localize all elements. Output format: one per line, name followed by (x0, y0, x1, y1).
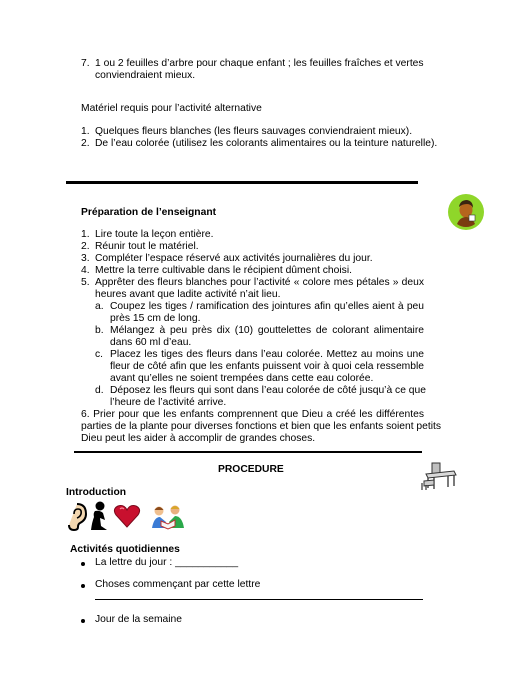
section-divider (74, 451, 422, 453)
list-item-text: 1 ou 2 feuilles d’arbre pour chaque enfant ; les feuilles fraîches et vertes (95, 58, 424, 69)
list-item-text: Réunir tout le matériel. (95, 241, 199, 252)
section-heading: Préparation de l’enseignant (81, 207, 217, 218)
section-divider (66, 181, 418, 184)
list-number: 2. (81, 138, 90, 149)
section-heading: Matériel requis pour l’activité alternative (81, 103, 262, 114)
list-item-text: conviendraient mieux. (95, 70, 196, 81)
bullet (81, 562, 85, 566)
ear-icon (66, 502, 88, 532)
letter-of-day-item: La lettre du jour : ___________ (95, 557, 239, 568)
list-number: 2. (81, 241, 90, 252)
list-number: 1. (81, 126, 90, 137)
list-item-text: De l’eau colorée (utilisez les colorants alimentaires ou la teinture naturelle). (95, 138, 438, 149)
list-item-text: Lire toute la leçon entière. (95, 229, 214, 240)
sub-list-text: dans 60 ml d’eau. (110, 337, 192, 348)
fill-in-line (95, 599, 423, 600)
bullet (81, 619, 85, 623)
sub-list-text: Coupez les tiges / ramification des jointures afin qu’elles aient à peu (110, 301, 424, 312)
list-item-text: Dieu peut les aider à accomplir de grandes choses. (81, 433, 316, 444)
list-item-text: Quelques fleurs blanches (les fleurs sauvages conviendraient mieux). (95, 126, 413, 137)
daily-activities-heading: Activités quotidiennes (70, 544, 180, 555)
sub-list-text: fleur de côté afin que les enfants puissent voir à quoi cela ressemble (110, 361, 424, 372)
praying-person-icon (88, 500, 110, 532)
list-number: 5. (81, 277, 90, 288)
sub-list-text: Placez les tiges des fleurs dans l’eau colorée. Mettez au moins une (110, 349, 424, 360)
list-item-text: 6. Prier pour que les enfants comprennent que Dieu a créé les différentes (81, 409, 424, 420)
sub-list-text: l’heure de l’activité arrive. (110, 397, 227, 408)
children-reading-icon (150, 504, 186, 530)
list-item-text: Apprêter des fleurs blanches pour l’activité « colore mes pétales » deux (95, 277, 424, 288)
sub-list-text: Mélangez à peu près dix (10) gouttelettes de colorant alimentaire (110, 325, 424, 336)
heart-icon (113, 503, 141, 529)
sub-list-label: c. (95, 349, 104, 360)
teacher-icon (447, 193, 485, 231)
list-item-text: parties de la plante pour diverses fonctions et bien que les enfants soient petits (81, 421, 442, 432)
sub-list-text: près 15 cm de long. (110, 313, 201, 324)
sub-list-text: avant qu’elles ne soient trempées dans cette eau colorée. (110, 373, 374, 384)
list-number: 3. (81, 253, 90, 264)
list-number: 7. (81, 58, 90, 69)
day-of-week-item: Jour de la semaine (95, 614, 183, 625)
list-number: 4. (81, 265, 90, 276)
list-number: 1. (81, 229, 90, 240)
list-item-text: Compléter l’espace réservé aux activités journalières du jour. (95, 253, 373, 264)
bullet (81, 584, 85, 588)
sub-list-label: a. (95, 301, 104, 312)
sub-list-label: d. (95, 385, 104, 396)
introduction-heading: Introduction (66, 487, 127, 498)
school-desk-icon (420, 461, 458, 491)
sub-list-text: Déposez les fleurs qui sont dans l’eau colorée de côté jusqu’à ce que (110, 385, 426, 396)
sub-list-label: b. (95, 325, 104, 336)
procedure-title: PROCEDURE (218, 464, 284, 475)
list-item-text: Mettre la terre cultivable dans le récipient dûment choisi. (95, 265, 352, 276)
things-starting-with-letter-item: Choses commençant par cette lettre (95, 579, 261, 590)
list-item-text: heures avant que ladite activité n’ait lieu. (95, 289, 281, 300)
